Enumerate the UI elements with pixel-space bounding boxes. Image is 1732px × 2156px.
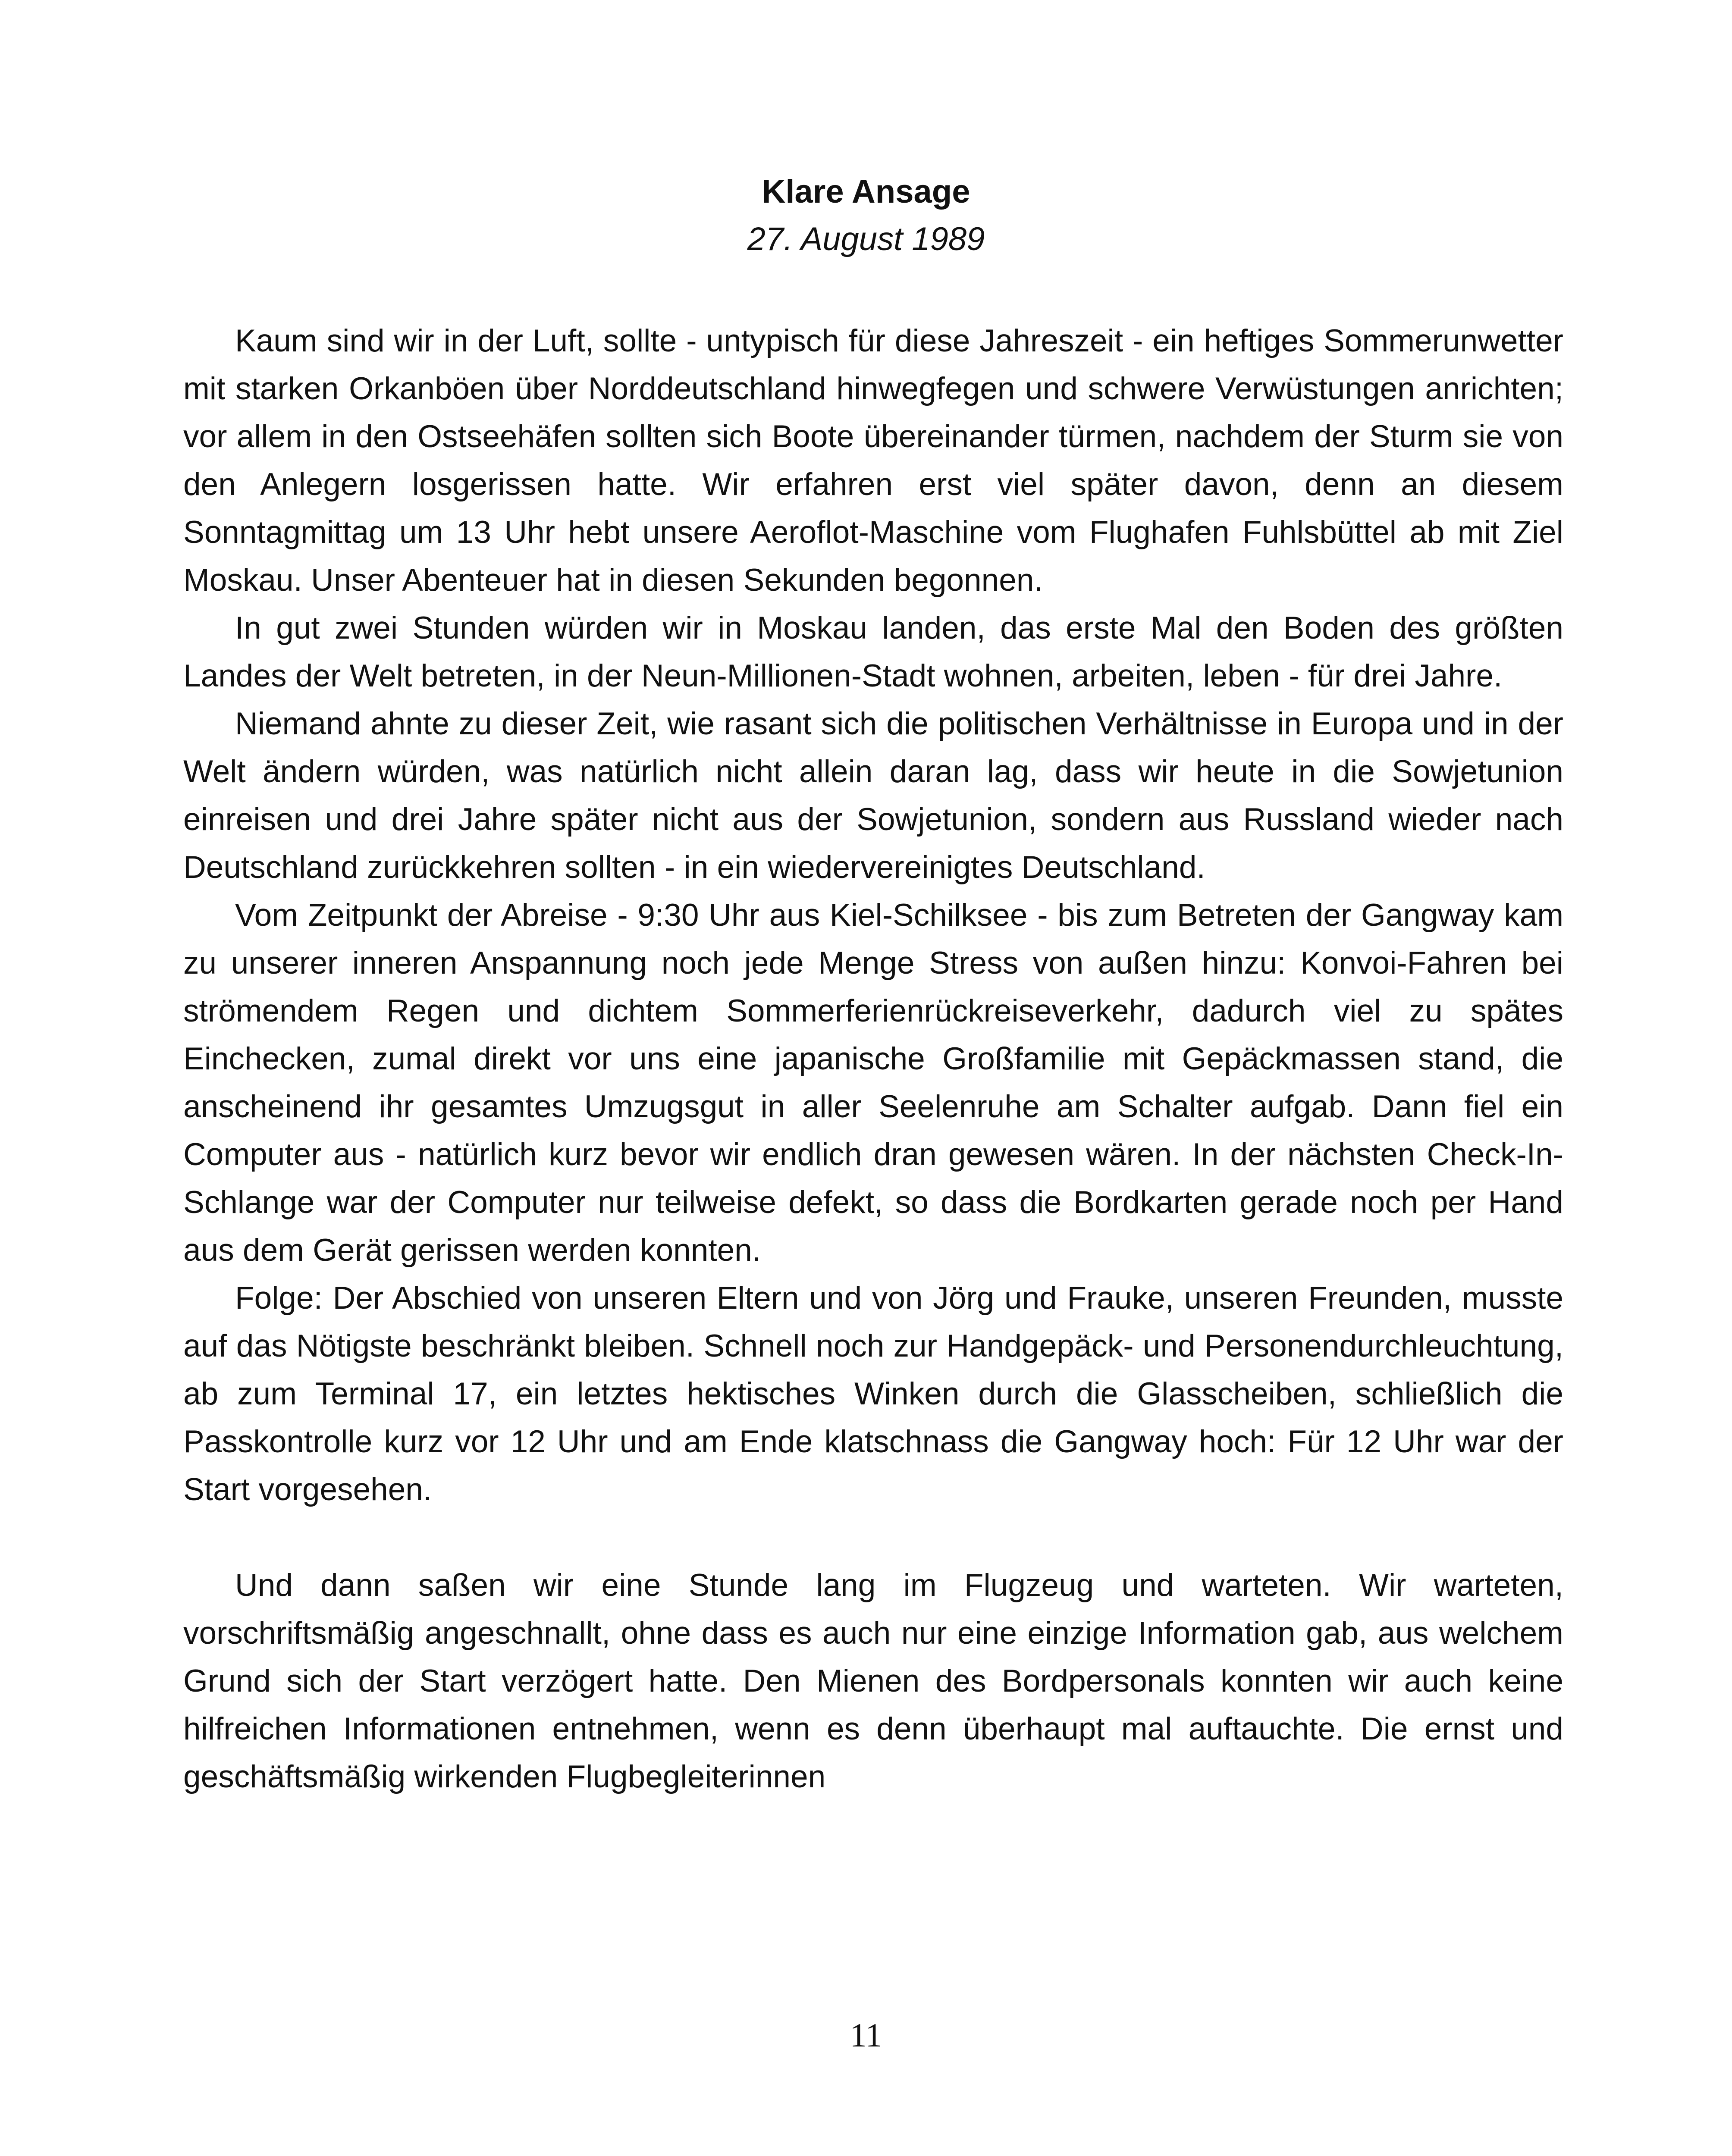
paragraph: Niemand ahnte zu dieser Zeit, wie rasant sich die politischen Verhältnisse in Europa und in der Welt ändern würden, was natürlich nicht allein daran lag, dass wir heute in die Sowjetunion einreisen und drei Jahre später nicht aus der Sowjetunion, sondern aus Russland wieder nach Deutschland zurückkehren sollten - in ein wiedervereinigtes Deutschland.	[183, 706, 1563, 885]
chapter-date: 27. August 1989	[747, 221, 985, 257]
paragraph: Kaum sind wir in der Luft, sollte - untypisch für diese Jahreszeit - ein heftiges Sommerunwetter mit starken Orkanböen über Norddeutschland hinwegfegen und schwere Verwüstungen anrichten; vor allem in den Ostseehäfen sollten sich Boote übereinander türmen, nachdem der Sturm sie von den Anlegern losgerissen hatte. Wir erfahren erst viel später davon, denn an diesem Sonntagmittag um 13 Uhr hebt unsere Aeroflot-Maschine vom Flughafen Fuhlsbüttel ab mit Ziel Moskau. Unser Abenteuer hat in diesen Sekunden begonnen.	[183, 323, 1563, 598]
paragraph: Vom Zeitpunkt der Abreise - 9:30 Uhr aus Kiel-Schilksee - bis zum Betreten der Gangway kam zu unserer inneren Anspannung noch jede Menge Stress von außen hinzu: Konvoi-Fahren bei strömendem Regen und dichtem Sommerferienrückreiseverkehr, dadurch viel zu spätes Einchecken, zumal direkt vor uns eine japanische Großfamilie mit Gepäckmassen stand, die anscheinend ihr gesamtes Umzugsgut in aller Seelenruhe am Schalter aufgab. Dann fiel ein Computer aus - natürlich kurz bevor wir endlich dran gewesen wären. In der nächsten Check-In-Schlange war der Computer nur teilweise defekt, so dass die Bordkarten gerade noch per Hand aus dem Gerät gerissen werden konnten.	[183, 898, 1563, 1268]
paragraph: In gut zwei Stunden würden wir in Moskau landen, das erste Mal den Boden des größten Landes der Welt betreten, in der Neun-Millionen-Stadt wohnen, arbeiten, leben - für drei Jahre.	[183, 611, 1563, 693]
paragraph: Und dann saßen wir eine Stunde lang im Flugzeug und warteten. Wir warteten, vorschriftsmäßig angeschnallt, ohne dass es auch nur eine einzige Information gab, aus welchem Grund sich der Start verzögert hatte. Den Mienen des Bordpersonals konnten wir auch keine hilfreichen Informationen entnehmen, wenn es denn überhaupt mal auftauchte. Die ernst und geschäftsmäßig wirkenden Flugbegleiterinnen	[183, 1568, 1563, 1794]
chapter-header	[0, 168, 1732, 263]
body-text	[183, 317, 1563, 1801]
paragraph: Folge: Der Abschied von unseren Eltern und von Jörg und Frauke, unseren Freunden, musste auf das Nötigste beschränkt bleiben. Schnell noch zur Handgepäck- und Personendurchleuchtung, ab zum Terminal 17, ein letztes hektisches Winken durch die Glasscheiben, schließlich die Passkontrolle kurz vor 12 Uhr und am Ende klatschnass die Gangway hoch: Für 12 Uhr war der Start vorgesehen.	[183, 1281, 1563, 1507]
chapter-title: Klare Ansage	[762, 173, 970, 210]
page-number: 11	[850, 2016, 882, 2054]
